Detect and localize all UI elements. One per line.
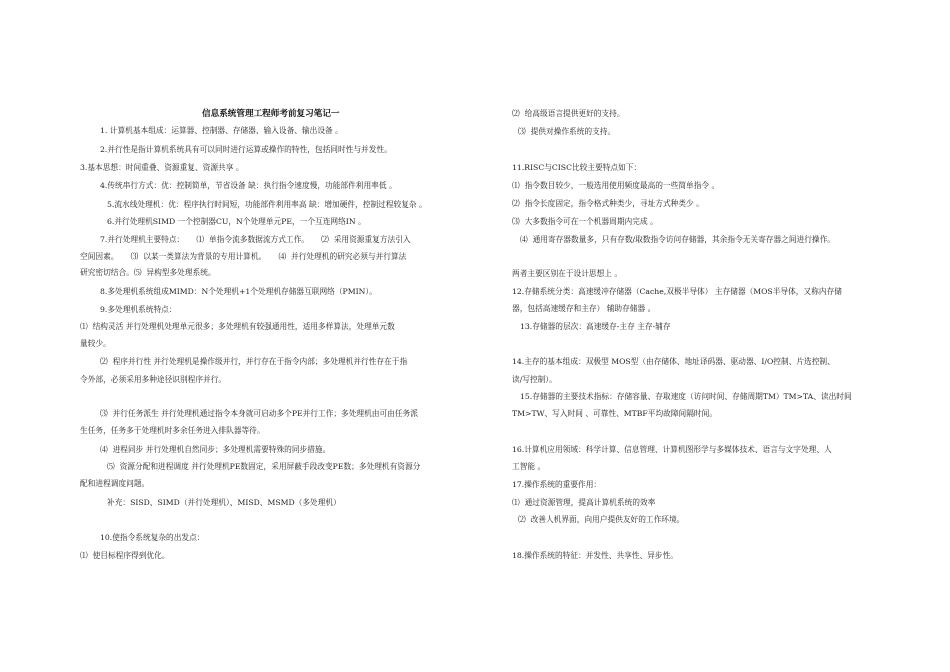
left-column-line: ⑷ 进程同步 并行处理机自然同步；多处理机需要特殊的同步措施。: [100, 445, 331, 454]
right-column-line: 读/写控制）。: [512, 375, 557, 384]
left-column-line: 4.传统串行方式：优：控制简单，节省设备 缺：执行指令速度慢，功能部件利用率低 。: [100, 181, 397, 190]
left-column-line: ⑸ 资源分配和进程调度 并行处理机PE数固定，采用屏蔽手段改变PE数；多处理机有资源分: [107, 462, 421, 471]
left-column-line: 9.多处理机系统特点：: [100, 305, 177, 314]
right-column-line: 两者主要区别在于设计思想上 。: [512, 269, 623, 278]
left-column-line: 2.并行性是指计算机系统具有可以同时进行运算或操作的特性，包括同时性与并发性。: [100, 145, 392, 154]
right-column-line: 17.操作系统的重要作用：: [512, 480, 602, 489]
right-column-line: ⑵ 改善人机界面，向用户提供友好的工作环境。: [518, 515, 685, 524]
right-column-line: 15.存储器的主要技术指标：存储容量、存取速度（访问时间、存储周期TM）TM>TA、读出时间: [520, 392, 852, 401]
left-column-line: 空间因素。 ⑶ 以某一类算法为背景的专用计算机。 ⑷ 并行处理机的研究必须与并行算法: [80, 252, 407, 261]
right-column-line: 14.主存的基本组成：双极型 MOS型（由存储体、地址译码器、驱动器、I/O控制、片选控制、: [512, 357, 835, 366]
left-column: [80, 0, 500, 672]
left-column-line: 令外部，必须采用多种途径识别程序并行。: [80, 375, 227, 384]
left-column-line: 配和进程调度问题。: [80, 479, 150, 488]
left-column-line: 量较少。: [80, 339, 111, 348]
right-column-line: ⑷ 通用寄存器数量多，只有存数/取数指令访问存储器，其余指令无关寄存器之间进行操作。: [520, 235, 835, 244]
right-column: [512, 0, 940, 672]
right-column-line: ⑶ 提供对操作系统的支持。: [518, 127, 616, 136]
left-column-line: ⑶ 并行任务派生 并行处理机通过指令本身就可启动多个PE并行工作；多处理机由可由任务派: [100, 409, 418, 418]
right-column-line: ⑶ 大多数指令可在一个机器周期内完成 。: [512, 217, 658, 226]
left-column-line: 8.多处理机系统组成MIMD：N个处理机+1个处理机存储器互联网络（PMIN）。: [100, 287, 377, 296]
left-column-line: 7.并行处理机主要特点： ⑴ 单指令流多数据流方式工作。 ⑵ 采用资源重复方法引入: [100, 235, 411, 244]
left-column-line: 研究密切结合。⑸ 异构型多处理系统。: [80, 268, 216, 277]
left-column-line: 10.使指令系统复杂的出发点：: [100, 533, 205, 542]
right-column-line: 11.RISC与CISC比较主要特点如下：: [512, 163, 642, 172]
right-column-line: 13.存储器的层次：高速缓存-主存 主存-辅存: [520, 322, 671, 331]
left-column-line: 补充：SISD、SIMD（并行处理机）、MISD、MSMD（多处理机）: [107, 498, 341, 507]
right-column-line: 16.计算机应用领域：科学计算、信息管理、计算机图形学与多媒体技术、语言与文字处理、人: [512, 445, 832, 454]
right-column-line: TM>TW、写入时间 、可靠性、MTBF平均故障间隔时间。: [512, 409, 717, 418]
right-column-line: 12.存储系统分类：高速缓冲存储器（Cache,双极半导体） 主存储器（MOS半导体，又称内存储: [512, 287, 842, 296]
left-column-line: ⑴ 结构灵活 并行处理机处理单元很多；多处理机有较强通用性，适用多样算法，处理单元数: [80, 322, 395, 331]
right-column-line: ⑴ 通过资源管理，提高计算机系统的效率: [512, 498, 656, 507]
left-column-line: 1. 计算机基本组成：运算器、控制器、存储器、输入设备、输出设备 。: [100, 126, 343, 135]
left-column-line: ⑵ 程序并行性 并行处理机是操作级并行，并行存在于指令内部；多处理机并行性存在于指: [100, 357, 408, 366]
right-column-line: 工智能 。: [512, 462, 546, 471]
left-column-line: 3.基本思想：时间重叠、资源重复、资源共享 。: [80, 163, 244, 172]
right-column-line: ⑵ 给高级语言提供更好的支持。: [512, 109, 625, 118]
right-column-line: ⑴ 指令数目较少，一般选用使用频度最高的一些简单指令 。: [512, 181, 720, 190]
document-title: 信息系统管理工程师考前复习笔记一: [202, 109, 340, 119]
right-column-line: ⑵ 指令长度固定，指令格式种类少，寻址方式种类少 。: [512, 199, 704, 208]
left-column-line: 生任务，任务多于处理机时多余任务进入排队器等待。: [80, 426, 265, 435]
right-column-line: 器，包括高速缓存和主存） 辅助存储器 。: [512, 304, 656, 313]
right-column-line: 18.操作系统的特征：并发性、共享性、异步性。: [512, 551, 678, 560]
left-column-line: 6.并行处理机SIMD 一个控制器CU，N个处理单元PE，一个互连网络IN 。: [107, 217, 366, 226]
left-column-line: 5.流水线处理机：优：程序执行时间短，功能部件利用率高 缺：增加硬件，控制过程较复杂 。: [107, 200, 427, 209]
left-column-line: ⑴ 使目标程序得到优化。: [80, 551, 170, 560]
